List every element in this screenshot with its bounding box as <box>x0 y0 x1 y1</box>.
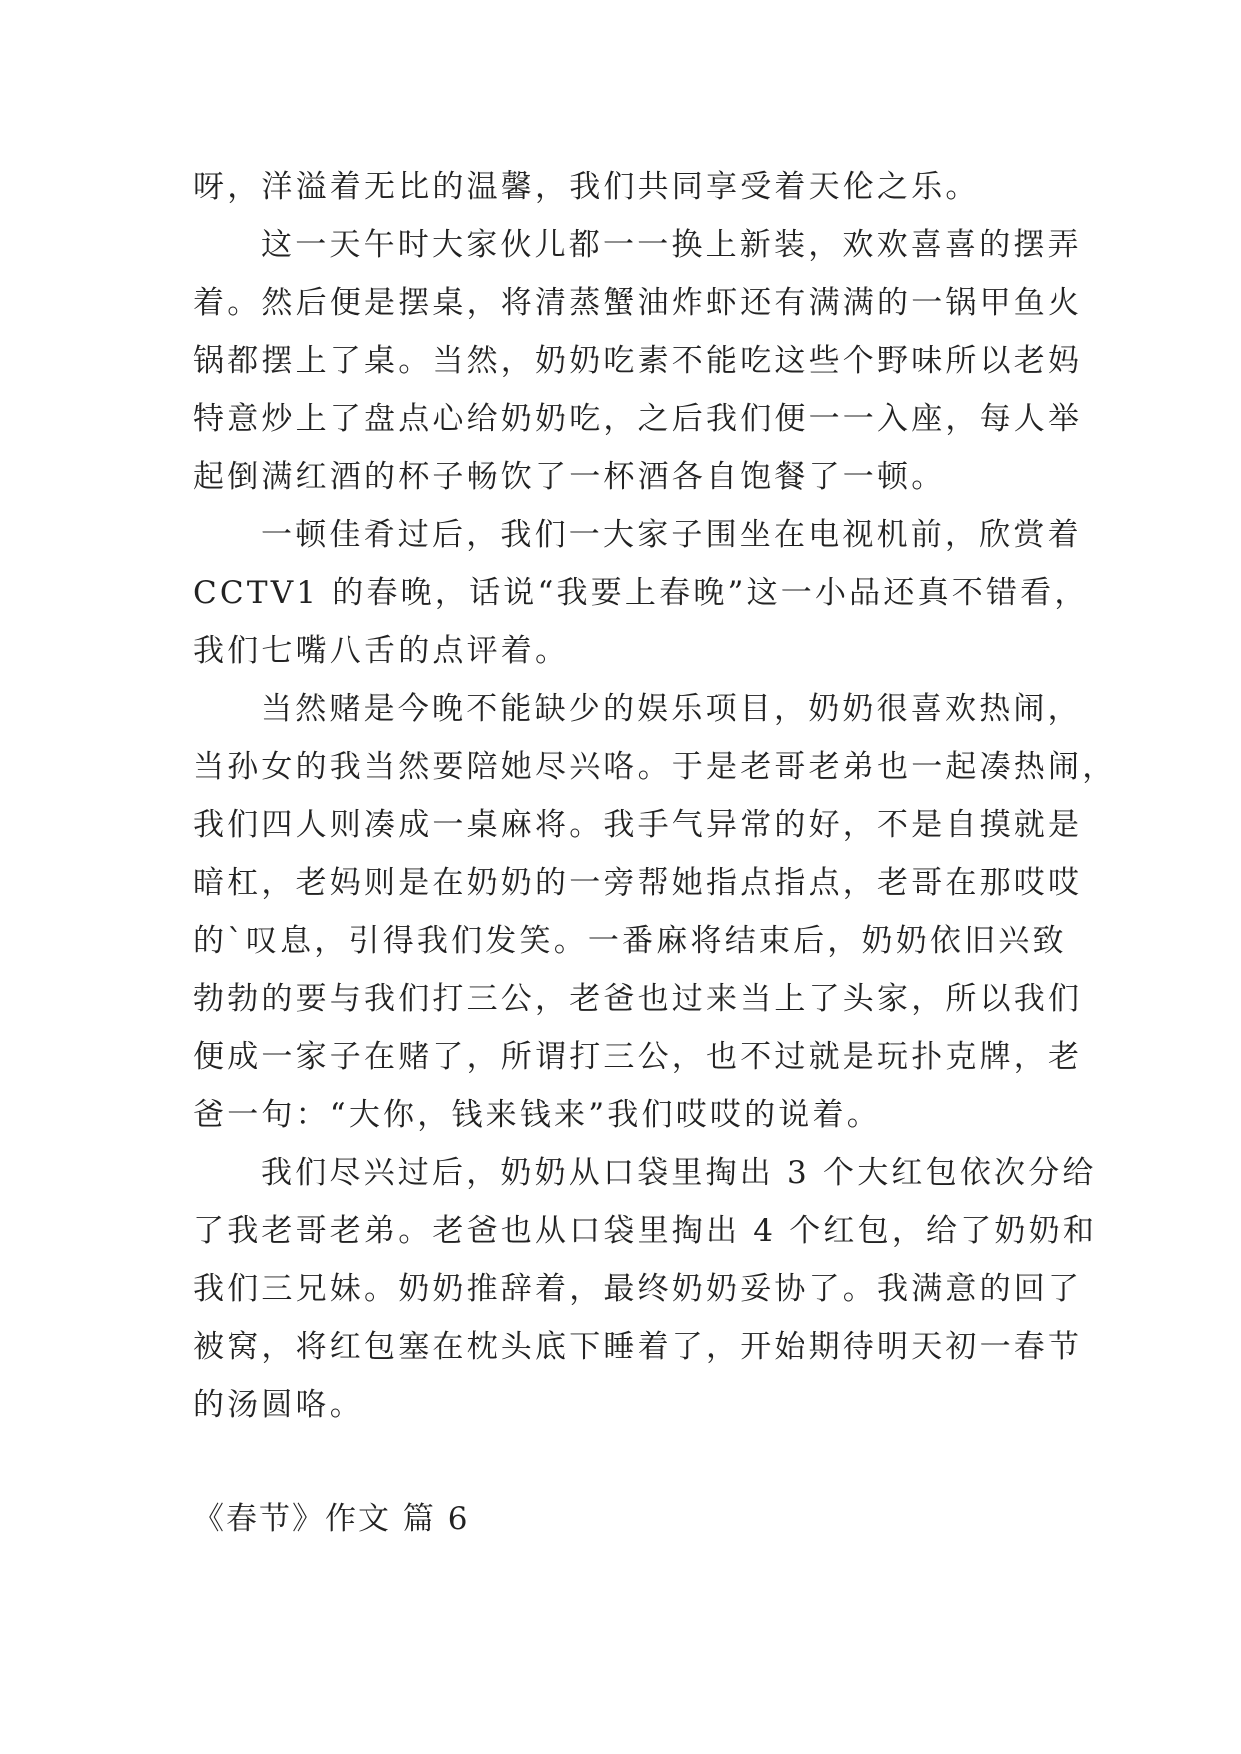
section-title: 《春节》作文 篇 6 <box>193 1501 470 1537</box>
text-line: 我们三兄妹。奶奶推辞着，最终奶奶妥协了。我满意的回了 <box>193 1271 1083 1307</box>
text-line: 的汤圆咯。 <box>193 1387 364 1423</box>
text-line: 着。然后便是摆桌，将清蒸蟹油炸虾还有满满的一锅甲鱼火 <box>193 285 1083 321</box>
text-line: 的`叹息，引得我们发笑。一番麻将结束后，奶奶依旧兴致 <box>193 923 1067 959</box>
essay-body <box>193 158 1117 1434</box>
text-line: 呀，洋溢着无比的温馨，我们共同享受着天伦之乐。 <box>193 169 980 205</box>
text-line: 了我老哥老弟。老爸也从口袋里掏出 4 个红包，给了奶奶和 <box>193 1213 1098 1249</box>
text-line: 爸一句：“大你，钱来钱来”我们哎哎的说着。 <box>193 1097 881 1133</box>
text-line: 当然赌是今晚不能缺少的娱乐项目，奶奶很喜欢热闹， <box>261 691 1082 727</box>
text-line: 锅都摆上了桌。当然，奶奶吃素不能吃这些个野味所以老妈 <box>193 343 1083 379</box>
text-line: 起倒满红酒的杯子畅饮了一杯酒各自饱餐了一顿。 <box>193 459 946 495</box>
text-line: 被窝，将红包塞在枕头底下睡着了，开始期待明天初一春节 <box>193 1329 1083 1365</box>
text-line: 暗杠，老妈则是在奶奶的一旁帮她指点指点，老哥在那哎哎 <box>193 865 1083 901</box>
text-line: 我们四人则凑成一桌麻将。我手气异常的好，不是自摸就是 <box>193 807 1083 843</box>
text-line: 当孙女的我当然要陪她尽兴咯。于是老哥老弟也一起凑热闹， <box>193 749 1117 785</box>
text-line: CCTV1 的春晚，话说“我要上春晚”这一小品还真不错看， <box>193 575 1089 611</box>
text-line: 特意炒上了盘点心给奶奶吃，之后我们便一一入座，每人举 <box>193 401 1083 437</box>
text-line: 勃勃的要与我们打三公，老爸也过来当上了头家，所以我们 <box>193 981 1083 1017</box>
text-line: 这一天午时大家伙儿都一一换上新装，欢欢喜喜的摆弄 <box>261 227 1082 263</box>
text-line: 我们尽兴过后，奶奶从口袋里掏出 3 个大红包依次分给 <box>261 1155 1097 1191</box>
text-line: 便成一家子在赌了，所谓打三公，也不过就是玩扑克牌，老 <box>193 1039 1083 1075</box>
text-line: 一顿佳肴过后，我们一大家子围坐在电视机前，欣赏着 <box>261 517 1082 553</box>
text-line: 我们七嘴八舌的点评着。 <box>193 633 570 669</box>
